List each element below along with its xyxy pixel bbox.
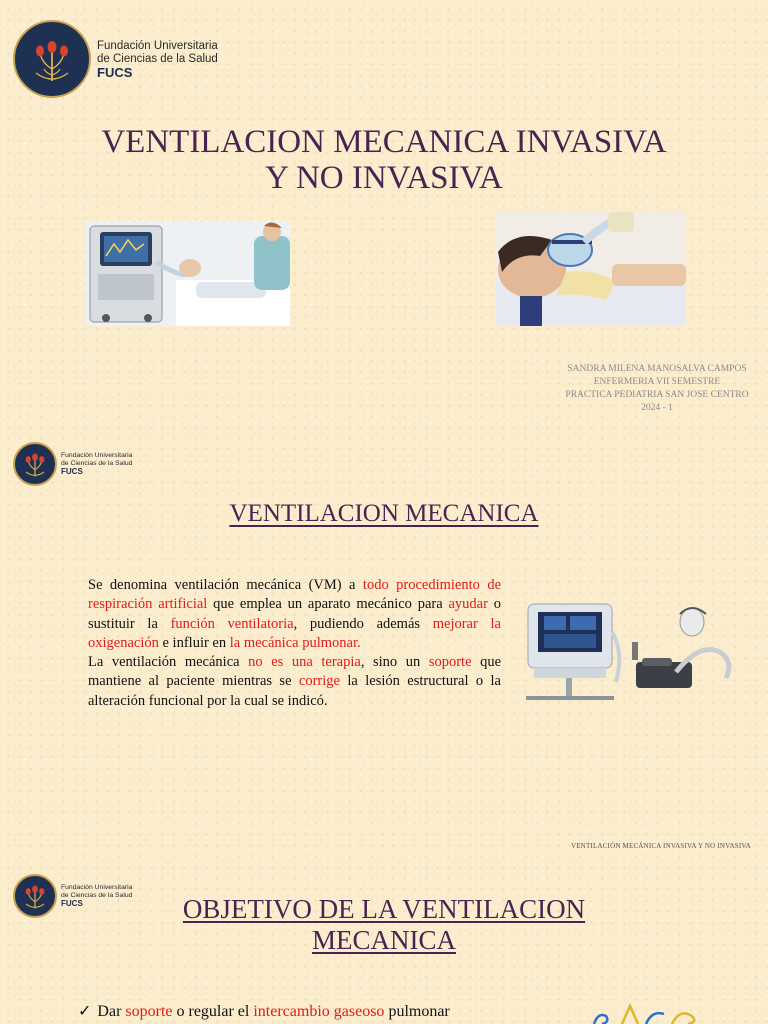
slide-objetivo <box>0 864 768 1024</box>
flower-seal-icon <box>13 20 91 98</box>
section-heading: VENTILACION MECANICA <box>229 500 539 527</box>
section-heading: OBJETIVO DE LA VENTILACION MECANICA <box>182 894 586 955</box>
logo-line1: Fundación Universitaria <box>97 39 218 52</box>
fucs-logo: Fundación Universitaria de Ciencias de la Salud FUCS <box>13 874 132 918</box>
fucs-logo: Fundación Universitaria de Ciencias de la Salud FUCS <box>13 442 132 486</box>
fucs-logo <box>13 20 218 98</box>
slide-footer: VENTILACIÓN MECÁNICA INVASIVA Y NO INVASIVA <box>570 842 751 850</box>
logo-acronym: FUCS <box>97 64 133 80</box>
logo-line2: de Ciencias de la Salud <box>97 52 218 65</box>
noninvasive-mask-photo <box>496 212 686 326</box>
invasive-ventilation-photo <box>86 222 290 326</box>
bullet-item: ✓ Dar soporte o regular el intercambio gaseoso pulmonar <box>78 1003 450 1020</box>
slide-ventilacion-mecanica <box>0 432 768 864</box>
flower-seal-icon <box>13 442 57 486</box>
presentation-title: VENTILACION MECANICA INVASIVA Y NO INVASIVA <box>101 124 667 196</box>
illustration-fragment <box>588 1000 728 1024</box>
definition-paragraph: Se denomina ventilación mecánica (VM) a todo procedimiento de respiración artificial que emplea un aparato mecánico para ayudar o sustituir la función ventilatoria, pudiendo además mejorar la oxigenación e influir en la mecánica pulmonar. La ventilación mecánica no es una terapia, sino un soporte que mantiene al paciente mientras se corrige la lesión estructural o la alteración funcional por la cual se indicó. <box>88 577 502 709</box>
ventilator-devices-image <box>520 602 734 706</box>
check-icon: ✓ <box>78 1003 92 1020</box>
author-info: SANDRA MILENA MANOSALVA CAMPOS ENFERMERIA VII SEMESTRE PRACTICA PEDIATRIA SAN JOSE CENTRO 2024 - 1 <box>565 364 749 413</box>
slide-title <box>0 0 768 432</box>
